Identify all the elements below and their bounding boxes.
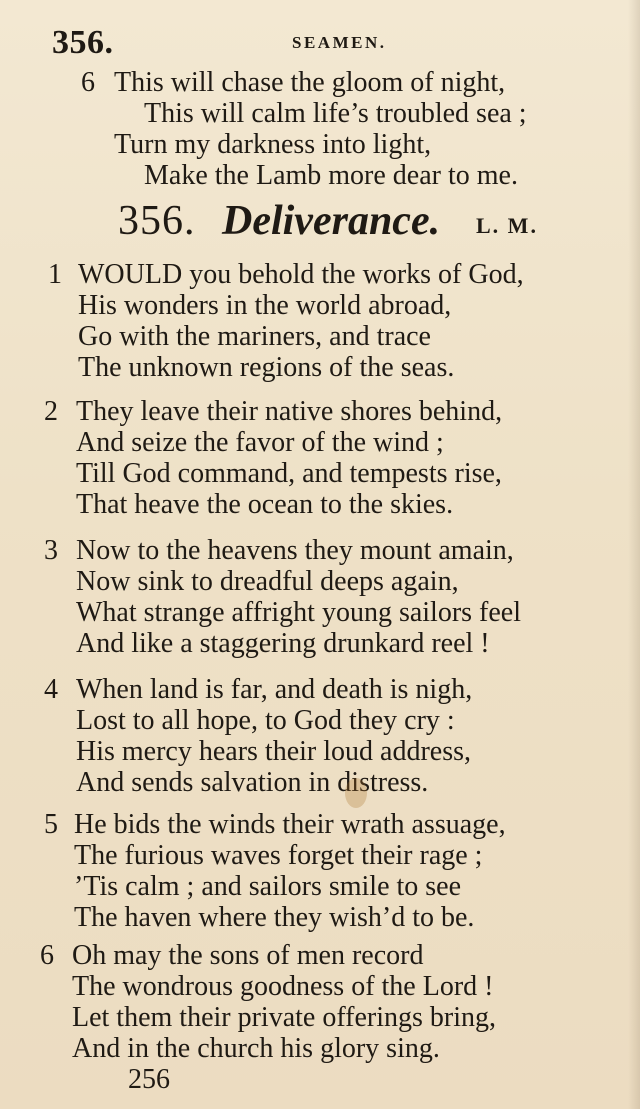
verse-line: Now to the heavens they mount amain, <box>76 535 514 566</box>
verse-number: 6 <box>81 67 95 98</box>
verse-line: This will calm life’s troubled sea ; <box>144 98 527 129</box>
verse-line: And in the church his glory sing. <box>72 1033 440 1064</box>
verse-line: Now sink to dreadful deeps again, <box>76 566 459 597</box>
verse-line: The furious waves forget their rage ; <box>74 840 483 871</box>
verse-number: 4 <box>44 674 58 705</box>
verse-line: Go with the mariners, and trace <box>78 321 431 352</box>
verse-line: And like a staggering drunkard reel ! <box>76 628 490 659</box>
verse-line: What strange affright young sailors feel <box>76 597 522 628</box>
verse-line: Make the Lamb more dear to me. <box>144 160 518 191</box>
hymn-number: 356. <box>118 198 196 244</box>
verse-line: Turn my darkness into light, <box>114 129 432 160</box>
verse-number: 2 <box>44 396 58 427</box>
running-title: SEAMEN. <box>292 33 387 52</box>
verse-line: When land is far, and death is nigh, <box>76 674 473 705</box>
verse-line: That heave the ocean to the skies. <box>76 489 454 520</box>
signature-mark: 256 <box>128 1064 170 1095</box>
verse-line: This will chase the gloom of night, <box>114 67 506 98</box>
verse-number: 5 <box>44 809 58 840</box>
hymn-title: Deliverance. <box>222 198 441 244</box>
verse-line: ’Tis calm ; and sailors smile to see <box>74 871 462 902</box>
verse-line: They leave their native shores behind, <box>76 396 503 427</box>
verse-line: And seize the favor of the wind ; <box>76 427 444 458</box>
verse-line: The unknown regions of the seas. <box>78 352 455 383</box>
verse-line: His mercy hears their loud address, <box>76 736 471 767</box>
verse-line: He bids the winds their wrath assuage, <box>74 809 506 840</box>
paper-stain <box>345 778 367 808</box>
verse-line: WOULD you behold the works of God, <box>78 259 524 290</box>
verse-line: Till God command, and tempests rise, <box>76 458 502 489</box>
verse-line: The haven where they wish’d to be. <box>74 902 475 933</box>
hymn-meter: L. M. <box>476 213 538 238</box>
page-edge-shadow <box>628 0 640 1109</box>
verse-line: And sends salvation in distress. <box>76 767 429 798</box>
verse-line: Let them their private offerings bring, <box>72 1002 497 1033</box>
page-number: 356. <box>52 24 114 61</box>
verse-number: 1 <box>48 259 62 290</box>
verse-line: Lost to all hope, to God they cry : <box>76 705 455 736</box>
verse-line: The wondrous goodness of the Lord ! <box>72 971 494 1002</box>
verse-line: His wonders in the world abroad, <box>78 290 452 321</box>
verse-number: 3 <box>44 535 58 566</box>
verse-line: Oh may the sons of men record <box>72 940 424 971</box>
verse-number: 6 <box>40 940 54 971</box>
